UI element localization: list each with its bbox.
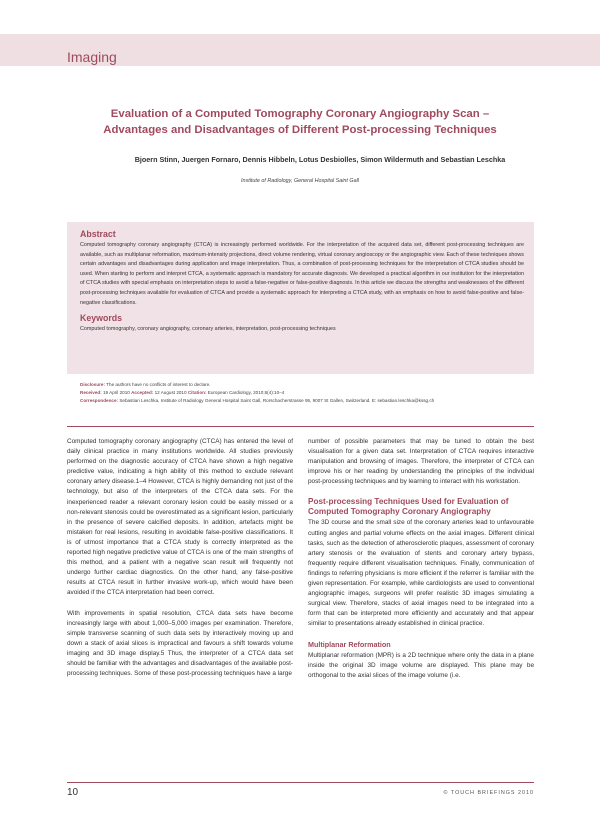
body-column-right (308, 437, 534, 691)
received-text: 19 April 2010 (103, 390, 130, 395)
body-paragraph: Multiplanar reformation (MPR) is a 2D technique where only the data in a plane inside the original 3D image volume are displayed. This plane may be orthogonal to the axial slices of the image volume (i.e. (308, 651, 534, 679)
abstract-heading: Abstract (80, 229, 116, 239)
footer-divider (67, 782, 534, 783)
subsection-heading: Multiplanar Reformation (308, 639, 391, 649)
keywords-text: Computed tomography, coronary angiography, coronary arteries, interpretation, post-processing techniques (80, 326, 336, 333)
disclosure-label: Disclosure: (80, 382, 106, 387)
citation-label: Citation: (187, 390, 207, 395)
keywords-heading: Keywords (80, 313, 123, 324)
section-heading: Post-processing Techniques Used for Evaluation of Computed Tomography Coronary Angiography (308, 497, 509, 517)
divider (67, 426, 534, 427)
body-paragraph: number of possible parameters that may be tuned to obtain the best visualisation for a given data set. Interpretation of CTCA requires interactive manipulation and browsing of images. Therefore, the interpreter of CTCA can improve his or her reading by understanding the principles of the individual post-processing techniques and by learning to interact with his workstation. (308, 438, 534, 486)
disclosures (80, 381, 540, 405)
abstract-box (67, 222, 534, 374)
correspondence-text: Sebastian Leschka, Institute of Radiology General Hospital Saint Gall, Rorschacherstrasse 95, 9007 St Gallen, Switzerland. E: sebastian.leschka@kssg.ch (119, 398, 435, 403)
dates-line (80, 389, 540, 397)
accepted-label: Accepted: (131, 390, 154, 395)
received-label: Received: (80, 390, 102, 395)
footer-brand: © TOUCH BRIEFINGS 2010 (443, 790, 534, 796)
disclosure-text: The authors have no conflicts of interest to declare. (106, 382, 211, 387)
article-title (60, 106, 540, 138)
body-paragraph: With improvements in spatial resolution, CTCA data sets have become increasingly large with about 1,000–5,000 images per examination. Therefore, simple transverse scanning of such data sets by interactively moving up and down a stack of axial slices is impractical and favours a shift towards volume imaging and 3D image display.5 Thus, the interpreter of a CTCA data set should be familiar with the advantages and disadvantages of the available post-processing techniques. Some of these post-processing techniques have a large (67, 609, 293, 678)
section-label: Imaging (67, 49, 117, 65)
citation-text: European Cardiology, 2010;6(4):10–4 (207, 390, 285, 395)
body-paragraph: Computed tomography coronary angiography (CTCA) has entered the level of daily clinical practice in many institutions worldwide. All studies previously performed on the diagnostic accuracy of CTCA have shown a high negative predictive value, indicating a high ability of this method to exclude relevant coronary artery disease.1–4 However, CTCA is highly demanding not just of the technology, but also of the interpreters of the CTCA data sets. For the inexperienced reader a relevant coronary lesion could be easily missed or a non-relevant stenosis could be overestimated as a significant lesion, particularly in the presence of severe calcified deposits. In addition, artefacts might be mistaken for real lesions, resulting in avoidable false-positive classifications. It is of utmost importance that a CTCA study is correctly interpreted as the reported high negative predictive value of CTCA is one of the main strengths of this method, and a patient with a negative scan result will frequently not undergo further cardiac diagnostics. On the other hand, any false-positive results at CTCA result in further invasive work-up, which would have been avoided if the CTCA interpretation had been correct. (67, 438, 293, 597)
correspondence-line (80, 397, 540, 405)
disclosure-line (80, 381, 540, 389)
page-number: 10 (67, 787, 79, 798)
affiliation: Institute of Radiology, General Hospital Saint Gall (241, 178, 359, 184)
authors: Bjoern Stinn, Juergen Fornaro, Dennis Hibbeln, Lotus Desbiolles, Simon Wildermuth and Sebastian Leschka (134, 155, 506, 164)
accepted-text: 12 August 2010 (154, 390, 187, 395)
body-column-left (67, 437, 293, 689)
abstract-text: Computed tomography coronary angiography (CTCA) is increasingly performed worldwide. For the interpretation of the acquired data set, different post-processing techniques are available, such as multiplanar reformation, maximum-intensity projections, direct volume rendering, virtual coronary angioscopy or the angiographic view. Each of these techniques shows certain advantages and disadvantages during application and image interpretation. Thus, a combination of post-processing techniques for the interpretation of CTCA studies should be used. When starting to perform and interpret CTCA, a systematic approach is mandatory for accurate diagnosis. We developed a practical algorithm in our institution for the interpretation of CTCA studies with special emphasis on interpretation steps to avoid a false-negative or false-positive diagnosis. In this article we discuss the strengths and weaknesses of the different post-processing techniques available for evaluation of CTCA and provide a systematic approach for interpreting a CTCA study, with an emphasis on how to avoid false-positive and false-negative classifications. (80, 242, 524, 306)
title-line-1: Evaluation of a Computed Tomography Coronary Angiography Scan – (110, 108, 490, 120)
title-line-2: Advantages and Disadvantages of Different Post-processing Techniques (103, 124, 497, 136)
correspondence-label: Correspondence: (80, 398, 119, 403)
body-paragraph: The 3D course and the small size of the coronary arteries lead to unfavourable cutting angles and partial volume effects on the axial images. Different clinical tasks, such as the detection of atherosclerotic plaques, assessment of coronary artery stenosis or the evaluation of stents and coronary artery bypass, frequently require different visualisation techniques. Finally, communication of findings to referring physicians is more efficient if the referrer is familiar with the given representation. For example, while cardiologists are used to conventional angiographic images, surgeons will prefer realistic 3D images simulating a surgical view. Therefore, stacks of axial images need to be integrated into a form that can be interpreted more efficiently and accurately and that appear similar to presentations already established in clinical practice. (308, 519, 534, 628)
